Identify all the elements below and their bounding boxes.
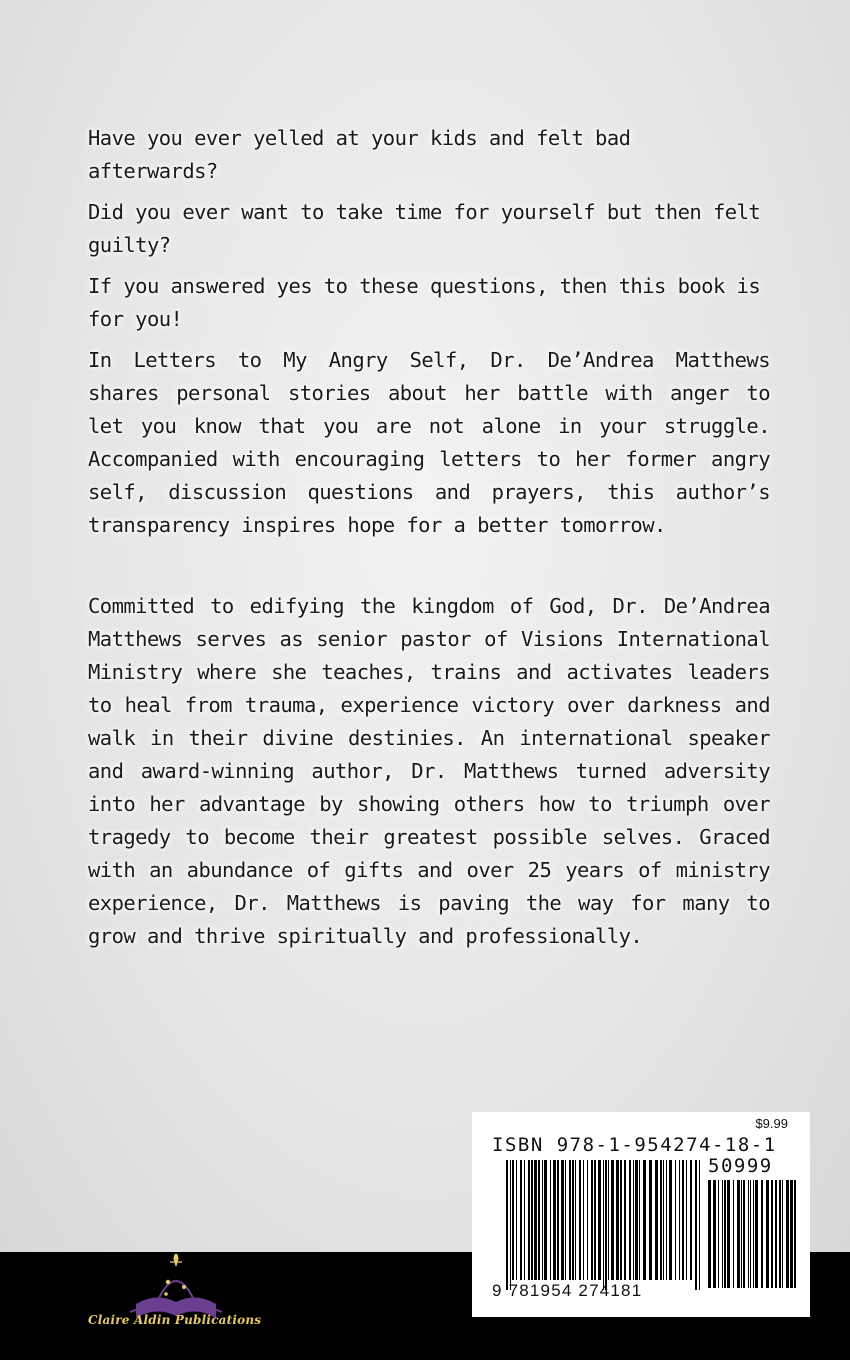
barcode-bar bbox=[635, 1160, 638, 1280]
barcode-bar bbox=[603, 1160, 604, 1290]
barcode-bar bbox=[528, 1160, 530, 1280]
barcode-bar bbox=[565, 1160, 566, 1280]
barcode-bar bbox=[713, 1180, 716, 1288]
barcode-bar bbox=[686, 1160, 687, 1280]
barcode-bar bbox=[755, 1180, 758, 1288]
barcode-bar bbox=[569, 1160, 571, 1280]
blurb-question-1: Have you ever yelled at your kids and felt bad afterwards? bbox=[88, 126, 631, 183]
ean-digits: 9 781954 274181 bbox=[492, 1281, 643, 1300]
barcode-bar bbox=[794, 1180, 796, 1288]
barcode-bar bbox=[605, 1160, 607, 1290]
price-label: $9.99 bbox=[755, 1116, 788, 1131]
barcode-bar bbox=[524, 1160, 525, 1280]
barcode-bar bbox=[675, 1160, 676, 1280]
barcode-bar bbox=[727, 1180, 730, 1288]
ean-bars bbox=[506, 1160, 702, 1290]
barcode-bar bbox=[722, 1180, 723, 1288]
barcode-bar bbox=[553, 1160, 556, 1280]
barcode-bar bbox=[629, 1160, 631, 1280]
barcode-bar bbox=[579, 1160, 581, 1280]
barcode-bar bbox=[695, 1160, 697, 1290]
barcode-bar bbox=[520, 1160, 522, 1280]
barcode-bar bbox=[718, 1180, 719, 1288]
barcode-bar bbox=[753, 1180, 754, 1288]
barcode-bar bbox=[506, 1160, 508, 1290]
barcode-bar bbox=[766, 1180, 769, 1288]
blurb-description: In Letters to My Angry Self, Dr. De’Andrea Matthews shares personal stories about her battle with anger to let you know that you are not alone in your struggle. Accompanied with encouraging letters to her former angry self, discussion questions and prayers, this author’s transparency inspires hope for a better tomorrow. bbox=[88, 348, 770, 537]
barcode-bar bbox=[510, 1160, 511, 1290]
barcode-bar bbox=[550, 1160, 551, 1280]
barcode-bar bbox=[544, 1160, 547, 1280]
barcode-bar bbox=[516, 1160, 517, 1280]
barcode-bar bbox=[624, 1160, 626, 1280]
barcode-bar bbox=[655, 1160, 658, 1280]
publisher-name: Claire Aldin Publications bbox=[88, 1313, 262, 1327]
barcode-bar bbox=[572, 1160, 574, 1280]
barcode-bar bbox=[743, 1180, 745, 1288]
barcode-bar bbox=[542, 1160, 543, 1280]
barcode-bar bbox=[633, 1160, 634, 1280]
barcode-bar bbox=[779, 1180, 781, 1288]
barcode-bar bbox=[690, 1160, 692, 1280]
barcode-bar bbox=[666, 1160, 667, 1280]
blurb-question-2: Did you ever want to take time for yourself but then felt guilty? bbox=[88, 200, 761, 257]
addon-code: 50999 bbox=[708, 1155, 773, 1177]
barcode-bar bbox=[512, 1160, 514, 1280]
barcode-bar bbox=[598, 1160, 601, 1280]
barcode-bar bbox=[583, 1160, 584, 1280]
barcode-bar bbox=[639, 1160, 640, 1280]
barcode-bar bbox=[557, 1160, 559, 1280]
barcode-bar bbox=[708, 1180, 711, 1288]
barcode-bar bbox=[748, 1180, 749, 1288]
barcode-bar bbox=[775, 1180, 777, 1288]
barcode-bar bbox=[649, 1160, 652, 1280]
addon-bars bbox=[708, 1180, 798, 1298]
barcode-bar bbox=[620, 1160, 622, 1280]
barcode-bar bbox=[643, 1160, 646, 1280]
barcode-bar bbox=[782, 1180, 783, 1288]
barcode-bar bbox=[575, 1160, 576, 1280]
barcode-bar bbox=[724, 1180, 726, 1288]
isbn-barcode bbox=[472, 1112, 810, 1317]
barcode-bar bbox=[682, 1160, 684, 1280]
barcode-bar bbox=[679, 1160, 680, 1280]
barcode-bar bbox=[561, 1160, 564, 1280]
barcode-bar bbox=[733, 1180, 734, 1288]
author-bio: Committed to edifying the kingdom of God, Dr. De’Andrea Matthews serves as senior pastor of Visions International Ministry where she teaches, trains and activates leaders to heal from trauma, experience victory over darkness and walk in their divine destinies. An international speaker and award-winning author, Dr. Matthews turned adversity into her advantage by showing others how to triumph over tragedy to become their greatest possible selves. Graced with an abundance of gifts and over 25 years of ministry experience, Dr. Matthews is paving the way for many to grow and thrive spiritually and professionally. bbox=[88, 594, 770, 948]
blurb-call-out: If you answered yes to these questions, then this book is for you! bbox=[88, 274, 761, 331]
barcode-bar bbox=[538, 1160, 540, 1280]
barcode-bar bbox=[594, 1160, 596, 1280]
barcode-bar bbox=[587, 1160, 588, 1280]
barcode-bar bbox=[786, 1180, 789, 1288]
barcode-bar bbox=[608, 1160, 609, 1280]
barcode-bar bbox=[660, 1160, 662, 1280]
barcode-bar bbox=[669, 1160, 672, 1280]
barcode-bar bbox=[534, 1160, 537, 1280]
barcode-bar bbox=[611, 1160, 614, 1280]
barcode-bar bbox=[616, 1160, 619, 1280]
barcode-bar bbox=[771, 1180, 773, 1288]
barcode-bar bbox=[591, 1160, 593, 1280]
barcode-bar bbox=[750, 1180, 751, 1288]
barcode-bar bbox=[699, 1160, 700, 1290]
isbn-label: ISBN 978-1-954274-18-1 bbox=[492, 1134, 777, 1156]
barcode-bar bbox=[761, 1180, 763, 1288]
barcode-bar bbox=[790, 1180, 793, 1288]
book-blurb bbox=[88, 122, 770, 550]
barcode-bar bbox=[663, 1160, 664, 1280]
barcode-bar bbox=[741, 1180, 742, 1288]
barcode-bar bbox=[531, 1160, 533, 1280]
barcode-bar bbox=[737, 1180, 740, 1288]
